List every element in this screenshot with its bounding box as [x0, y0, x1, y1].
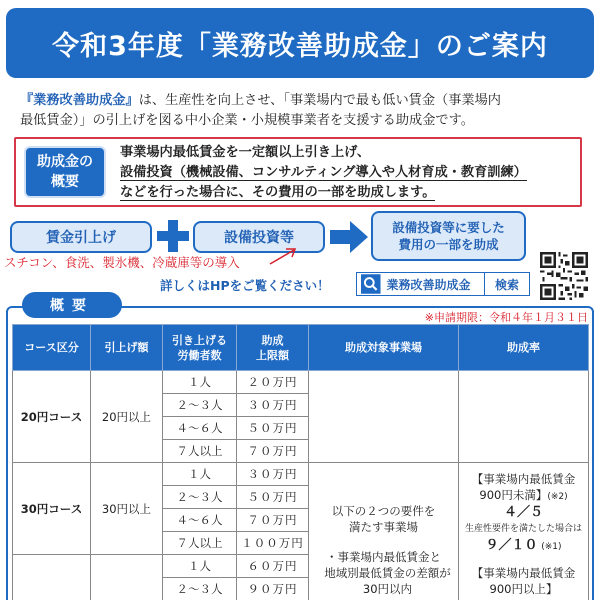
header-workers: 引き上げる 労働者数	[163, 325, 237, 371]
investment-box: 設備投資等	[193, 221, 325, 253]
target-bullet-1: ・事業場内最低賃金と	[326, 550, 441, 564]
result-line1: 設備投資等に要した	[392, 220, 505, 235]
limit-cell: ６０万円	[237, 555, 309, 578]
summary-label-line1: 助成金の	[37, 154, 93, 170]
title-banner	[6, 8, 594, 78]
intro-text-1: は、生産性を向上させ、「事業場内で最も低い賃金（事業場内	[138, 93, 501, 108]
limit-cell: ２０万円	[237, 371, 309, 394]
workers-cell: ２～３人	[163, 394, 237, 417]
page-title: 令和3年度「業務改善助成金」のご案内	[52, 30, 548, 62]
header-raise: 引上げ額	[91, 325, 163, 371]
workers-cell: ２～３人	[163, 578, 237, 600]
course-raise: 30円以上	[91, 463, 163, 555]
course-raise	[91, 555, 163, 600]
workers-cell: ７人以上	[163, 532, 237, 555]
rate-a-line2: 900円未満】	[479, 488, 548, 502]
wage-raise-box: 賃金引上げ	[10, 221, 152, 253]
course-name: 20円コース	[13, 371, 91, 463]
table-row	[13, 371, 589, 394]
rate-cell-blank	[459, 371, 589, 463]
workers-cell: １人	[163, 463, 237, 486]
rate-a-value: ４／５	[503, 505, 543, 520]
target-conditions	[309, 463, 459, 600]
target-line1: 以下の２つの要件を	[331, 504, 436, 518]
rate-b-line2: 900円以上】	[489, 582, 558, 596]
course-name: 30円コース	[13, 463, 91, 555]
qr-code-icon[interactable]	[540, 252, 588, 300]
summary-box	[14, 137, 582, 207]
workers-cell: ４～６人	[163, 509, 237, 532]
rate-a-line1: 【事業場内最低賃金	[471, 472, 576, 486]
search-icon	[361, 274, 381, 294]
equipment-example-note: スチコン、食洗、製氷機、冷蔵庫等の導入	[4, 255, 240, 270]
summary-line3: などを行った場合に、その費用の一部を助成します。	[120, 185, 436, 200]
subsidy-table	[12, 324, 589, 600]
intro-text-2: 最低賃金）」の引上げを図る中小企業・小規模事業者を支援する助成金です。	[20, 113, 474, 128]
course-name	[13, 555, 91, 600]
table-header-row	[13, 325, 589, 371]
plus-icon	[157, 220, 189, 252]
rate-a-cond-note: (※1)	[541, 542, 562, 552]
limit-cell: ５０万円	[237, 417, 309, 440]
search-button[interactable]: 検索	[484, 273, 529, 295]
target-bullet-2: 地域別最低賃金の差額が	[324, 566, 451, 580]
limit-cell: １００万円	[237, 532, 309, 555]
workers-cell: ２～３人	[163, 486, 237, 509]
rate-b-line1: 【事業場内最低賃金	[471, 566, 576, 580]
header-target: 助成対象事業場	[309, 325, 459, 371]
rate-a-note: (※2)	[547, 492, 568, 502]
outline-tab: 概要	[22, 292, 122, 318]
header-rate: 助成率	[459, 325, 589, 371]
result-line2: 費用の一部を助成	[398, 237, 499, 252]
summary-line1: 事業場内最低賃金を一定額以上引き上げ、	[120, 145, 371, 160]
summary-line2: 設備投資（機械設備、コンサルティング導入や人材育成・教育訓練）	[120, 165, 527, 180]
subsidy-rate	[459, 463, 589, 600]
table-row	[13, 463, 589, 486]
workers-cell: ７人以上	[163, 440, 237, 463]
workers-cell: １人	[163, 555, 237, 578]
limit-cell: ９０万円	[237, 578, 309, 600]
rate-a-condition: 生産性要件を満たした場合は	[464, 524, 582, 534]
arrow-right-icon	[330, 221, 368, 253]
course-raise: 20円以上	[91, 371, 163, 463]
intro-emphasis: 『業務改善助成金』	[20, 93, 139, 108]
header-limit: 助成 上限額	[237, 325, 309, 371]
summary-text	[120, 143, 580, 203]
summary-label-line2: 概要	[51, 174, 79, 190]
limit-cell: ３０万円	[237, 463, 309, 486]
summary-label	[24, 146, 106, 198]
hp-prompt: 詳しくはHPをご覧ください！	[160, 278, 330, 293]
target-line2: 満たす事業場	[349, 520, 418, 534]
target-cell-blank	[309, 371, 459, 463]
workers-cell: １人	[163, 371, 237, 394]
intro-paragraph	[20, 91, 585, 131]
limit-cell: ７０万円	[237, 509, 309, 532]
rate-a-cond-value: ９／１０	[485, 538, 538, 553]
header-course: コース区分	[13, 325, 91, 371]
search-box[interactable]	[356, 272, 530, 296]
search-term: 業務改善助成金	[386, 277, 471, 292]
limit-cell: ５０万円	[237, 486, 309, 509]
limit-cell: ７０万円	[237, 440, 309, 463]
workers-cell: ４～６人	[163, 417, 237, 440]
subsidy-result-box	[371, 211, 526, 261]
application-deadline: ※申請期限：令和４年１月３１日	[424, 311, 588, 324]
target-bullet-3: 30円以内	[362, 582, 413, 596]
pointer-arrow-icon	[268, 246, 298, 266]
limit-cell: ３０万円	[237, 394, 309, 417]
